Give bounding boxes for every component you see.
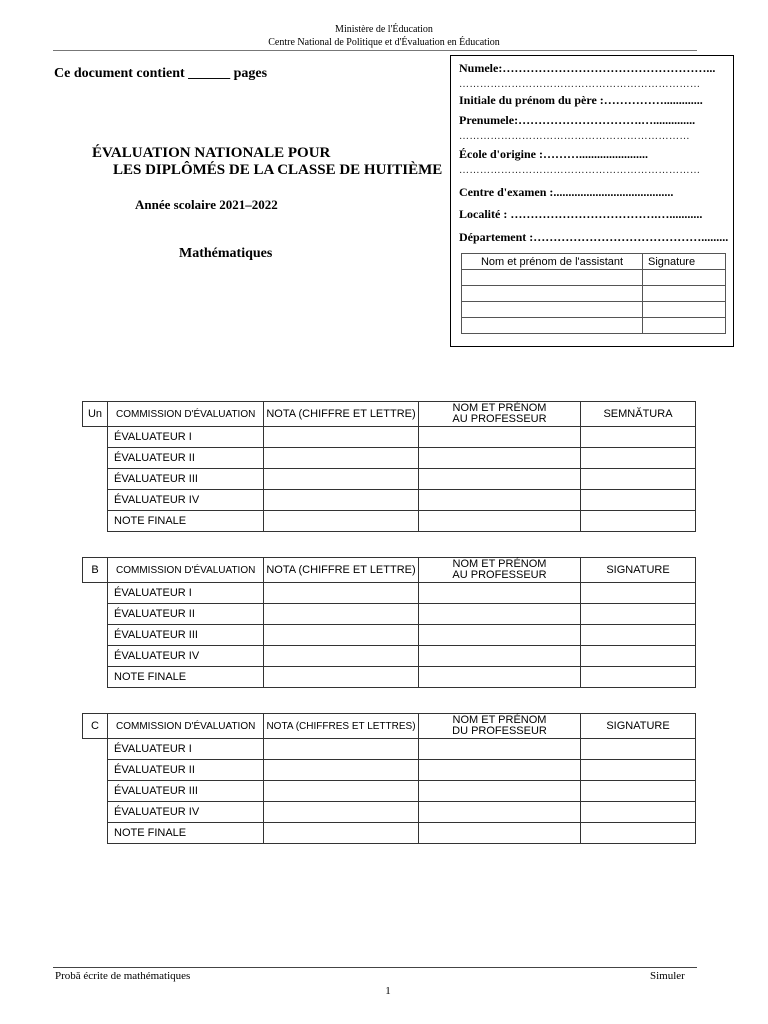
teacher-cell[interactable] xyxy=(419,490,581,511)
row-label: ÉVALUATEUR I xyxy=(108,427,264,448)
col-signature-header: SIGNATURE xyxy=(581,714,696,739)
teacher-header-line1: NOM ET PRÉNOM xyxy=(452,714,547,726)
row-label: ÉVALUATEUR I xyxy=(108,739,264,760)
field-numele[interactable]: Numele:……………………………………………... xyxy=(459,61,716,75)
teacher-header-line1: NOM ET PRÉNOM xyxy=(452,558,547,570)
grade-cell[interactable] xyxy=(264,604,419,625)
identification-box xyxy=(450,55,734,347)
commission-label: Un xyxy=(83,402,108,427)
page-count-line: Ce document contient ______ pages xyxy=(54,66,268,81)
signature-cell[interactable] xyxy=(581,511,696,532)
signature-cell[interactable] xyxy=(581,802,696,823)
school-year: Année scolaire 2021–2022 xyxy=(135,197,278,212)
col-grade-header: NOTA (CHIFFRE ET LETTRE) xyxy=(264,402,419,427)
teacher-cell[interactable] xyxy=(419,781,581,802)
teacher-cell[interactable] xyxy=(419,511,581,532)
grade-cell[interactable] xyxy=(264,511,419,532)
assistant-signature-cell[interactable] xyxy=(643,318,726,334)
commission-table-a xyxy=(82,401,696,532)
assistant-name-cell[interactable] xyxy=(462,286,643,302)
col-grade-header: NOTA (CHIFFRES ET LETTRES) xyxy=(264,714,419,739)
teacher-header-line1: NOM ET PRÉNOM xyxy=(452,402,547,414)
teacher-cell[interactable] xyxy=(419,823,581,844)
footer-right: Simuler xyxy=(650,970,685,982)
signature-cell[interactable] xyxy=(581,448,696,469)
teacher-header-line2: AU PROFESSEUR xyxy=(452,413,547,425)
grade-cell[interactable] xyxy=(264,802,419,823)
grade-cell[interactable] xyxy=(264,448,419,469)
assistant-signature-cell[interactable] xyxy=(643,286,726,302)
teacher-cell[interactable] xyxy=(419,625,581,646)
assistant-table xyxy=(461,253,726,334)
grade-cell[interactable] xyxy=(264,739,419,760)
row-label: ÉVALUATEUR III xyxy=(108,625,264,646)
col-commission-header: COMMISSION D'ÉVALUATION xyxy=(108,402,264,427)
teacher-header-line2: DU PROFESSEUR xyxy=(452,725,547,737)
grade-cell[interactable] xyxy=(264,781,419,802)
header-rule xyxy=(53,50,697,51)
grade-cell[interactable] xyxy=(264,583,419,604)
row-label: NOTE FINALE xyxy=(108,511,264,532)
school-dots: …………………………………………………………… xyxy=(459,165,701,176)
signature-cell[interactable] xyxy=(581,427,696,448)
signature-cell[interactable] xyxy=(581,604,696,625)
teacher-cell[interactable] xyxy=(419,667,581,688)
commission-label: C xyxy=(83,714,108,739)
signature-cell[interactable] xyxy=(581,469,696,490)
teacher-cell[interactable] xyxy=(419,469,581,490)
row-label: ÉVALUATEUR III xyxy=(108,469,264,490)
row-label: ÉVALUATEUR III xyxy=(108,781,264,802)
assistant-signature-header: Signature xyxy=(643,254,726,270)
col-teacher-header xyxy=(419,558,581,583)
teacher-header-line2: AU PROFESSEUR xyxy=(452,569,547,581)
page-number: 1 xyxy=(385,985,391,997)
row-label: ÉVALUATEUR II xyxy=(108,604,264,625)
grade-cell[interactable] xyxy=(264,646,419,667)
col-signature-header: SIGNATURE xyxy=(581,558,696,583)
footer-left: Probă écrite de mathématiques xyxy=(55,970,191,982)
field-school-origin[interactable]: École d'origine :………....................... xyxy=(459,147,648,161)
commission-table-c xyxy=(82,713,696,844)
teacher-cell[interactable] xyxy=(419,646,581,667)
signature-cell[interactable] xyxy=(581,781,696,802)
col-commission-header: COMMISSION D'ÉVALUATION xyxy=(108,558,264,583)
signature-cell[interactable] xyxy=(581,490,696,511)
col-grade-header: NOTA (CHIFFRE ET LETTRE) xyxy=(264,558,419,583)
col-signature-header: SEMNĂTURA xyxy=(581,402,696,427)
grade-cell[interactable] xyxy=(264,823,419,844)
teacher-cell[interactable] xyxy=(419,583,581,604)
grade-cell[interactable] xyxy=(264,490,419,511)
signature-cell[interactable] xyxy=(581,667,696,688)
col-teacher-header xyxy=(419,714,581,739)
teacher-cell[interactable] xyxy=(419,739,581,760)
signature-cell[interactable] xyxy=(581,625,696,646)
grade-cell[interactable] xyxy=(264,625,419,646)
commission-table-b xyxy=(82,557,696,688)
signature-cell[interactable] xyxy=(581,823,696,844)
assistant-signature-cell[interactable] xyxy=(643,302,726,318)
prenumele-dots: ………………………………………………………… xyxy=(459,131,690,142)
row-label: ÉVALUATEUR IV xyxy=(108,646,264,667)
row-label: ÉVALUATEUR IV xyxy=(108,490,264,511)
row-label: ÉVALUATEUR II xyxy=(108,448,264,469)
grade-cell[interactable] xyxy=(264,667,419,688)
title-line-2: LES DIPLÔMÉS DE LA CLASSE DE HUITIÈME xyxy=(113,162,443,178)
field-exam-center[interactable]: Centre d'examen :........................................ xyxy=(459,185,674,199)
numele-dots: …………………………………………………………… xyxy=(459,79,701,90)
col-teacher-header xyxy=(419,402,581,427)
assistant-name-cell[interactable] xyxy=(462,318,643,334)
commission-label: B xyxy=(83,558,108,583)
teacher-cell[interactable] xyxy=(419,427,581,448)
teacher-cell[interactable] xyxy=(419,448,581,469)
teacher-cell[interactable] xyxy=(419,760,581,781)
row-label: NOTE FINALE xyxy=(108,667,264,688)
ministry-name: Ministère de l'Éducation xyxy=(335,24,433,35)
center-name: Centre National de Politique et d'Évaluation en Éducation xyxy=(268,37,500,48)
row-label: ÉVALUATEUR I xyxy=(108,583,264,604)
signature-cell[interactable] xyxy=(581,760,696,781)
field-prenumele[interactable]: Prenumele:………………………….….............. xyxy=(459,113,696,127)
teacher-cell[interactable] xyxy=(419,802,581,823)
signature-cell[interactable] xyxy=(581,646,696,667)
row-label: ÉVALUATEUR IV xyxy=(108,802,264,823)
signature-cell[interactable] xyxy=(581,739,696,760)
grade-cell[interactable] xyxy=(264,427,419,448)
field-father-initial[interactable]: Initiale du prénom du père :……………............. xyxy=(459,93,703,107)
assistant-signature-cell[interactable] xyxy=(643,270,726,286)
footer-rule xyxy=(53,967,697,968)
row-label: NOTE FINALE xyxy=(108,823,264,844)
assistant-name-header: Nom et prénom de l'assistant xyxy=(462,254,643,270)
grade-cell[interactable] xyxy=(264,760,419,781)
teacher-cell[interactable] xyxy=(419,604,581,625)
assistant-name-cell[interactable] xyxy=(462,302,643,318)
subject: Mathématiques xyxy=(179,246,273,261)
field-locality[interactable]: Localité : ……………………………….…........... xyxy=(459,207,703,221)
grade-cell[interactable] xyxy=(264,469,419,490)
title-line-1: ÉVALUATION NATIONALE POUR xyxy=(92,145,331,161)
row-label: ÉVALUATEUR II xyxy=(108,760,264,781)
field-department[interactable]: Département :……………………………………......... xyxy=(459,230,729,244)
col-commission-header: COMMISSION D'ÉVALUATION xyxy=(108,714,264,739)
signature-cell[interactable] xyxy=(581,583,696,604)
assistant-name-cell[interactable] xyxy=(462,270,643,286)
